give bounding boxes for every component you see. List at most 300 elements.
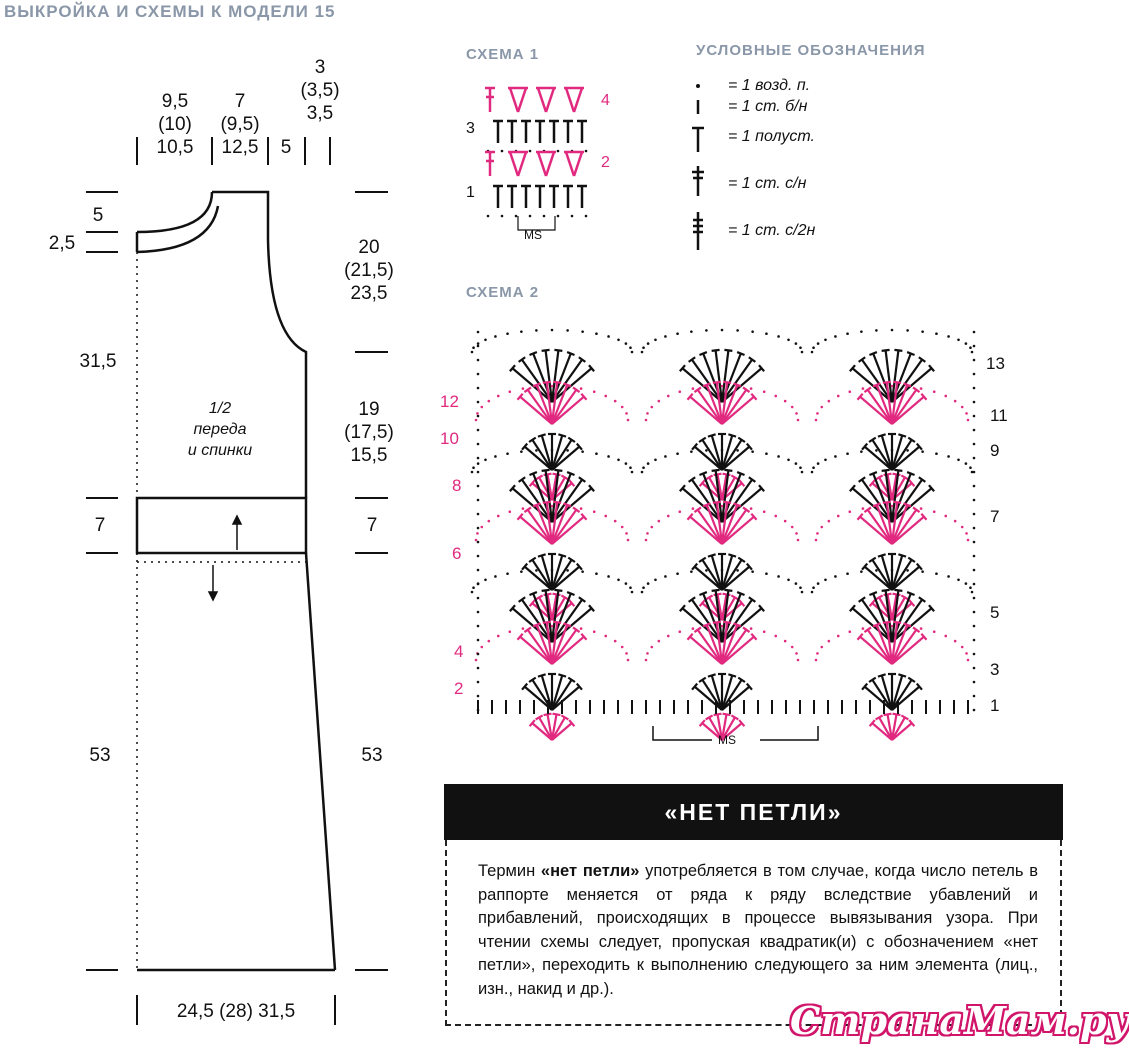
half-double-crochet-icon xyxy=(507,186,517,208)
chain-dot-icon xyxy=(891,505,894,508)
scheme2-chart xyxy=(460,312,980,752)
chain-dot-icon xyxy=(658,400,661,403)
chain-dot-icon xyxy=(824,578,827,581)
chain-dot-icon xyxy=(824,338,827,341)
chain-dot-icon xyxy=(508,630,511,633)
chain-dot-icon xyxy=(477,373,480,376)
chain-dot-icon xyxy=(947,575,950,578)
chain-dot-icon xyxy=(566,385,569,388)
chain-dot-icon xyxy=(801,591,804,594)
chain-dot-icon xyxy=(860,450,863,453)
dim-line: 12,5 xyxy=(221,137,259,158)
chain-dot-icon xyxy=(501,150,504,153)
fan-motif xyxy=(687,502,756,544)
scheme1-row-label: 1 xyxy=(466,184,475,201)
chain-dot-icon xyxy=(973,499,976,502)
left-guide-lines xyxy=(86,192,118,970)
chain-dot-icon xyxy=(973,471,976,474)
dim-line: 5 xyxy=(280,137,292,158)
chain-dot-icon xyxy=(494,575,497,578)
chain-dot-icon xyxy=(811,471,814,474)
chain-dot-icon xyxy=(947,455,950,458)
chain-dot-icon xyxy=(654,458,657,461)
chain-dot-icon xyxy=(551,449,554,452)
half-double-crochet-icon xyxy=(692,128,704,152)
chain-dot-icon xyxy=(799,346,802,349)
chain-dot-icon xyxy=(973,485,976,488)
chain-dot-icon xyxy=(692,387,695,390)
scheme2-symbols xyxy=(471,329,976,740)
chain-dot-icon xyxy=(480,526,483,529)
chain-dot-icon xyxy=(617,458,620,461)
chain-dot-icon xyxy=(846,572,849,575)
chain-dot-icon xyxy=(625,412,628,415)
dim-line: 7 xyxy=(234,91,246,112)
dim-line: 20 xyxy=(358,237,380,258)
chain-dot-icon xyxy=(614,520,617,523)
chain-dot-icon xyxy=(875,329,878,332)
chain-dot-icon xyxy=(520,330,523,333)
chain-dot-icon xyxy=(837,515,840,518)
chain-dot-icon xyxy=(472,346,475,349)
chain-dot-icon xyxy=(862,627,865,630)
chain-dot-icon xyxy=(705,329,708,332)
chain-dot-icon xyxy=(614,640,617,643)
chain-dot-icon xyxy=(566,329,569,332)
chain-dot-icon xyxy=(522,387,525,390)
chain-dot-icon xyxy=(751,450,754,453)
chain-dot-icon xyxy=(965,532,968,535)
chain-dot-icon xyxy=(973,653,976,656)
chain-dot-icon xyxy=(604,515,607,518)
scheme2-row-label: 4 xyxy=(454,642,464,661)
half-double-crochet-icon xyxy=(549,186,559,208)
chain-dot-icon xyxy=(506,332,509,335)
chain-dot-icon xyxy=(497,395,500,398)
chain-dot-icon xyxy=(801,471,804,474)
chain-dot-icon xyxy=(815,659,818,662)
chain-dot-icon xyxy=(791,526,794,529)
double-crochet-icon xyxy=(508,88,528,112)
chain-dot-icon xyxy=(520,570,523,573)
chain-dot-icon xyxy=(933,390,936,393)
chain-dot-icon xyxy=(475,539,478,542)
legend-half-double: = 1 полуст. xyxy=(728,128,815,145)
double-crochet-icon xyxy=(508,152,528,176)
chain-dot-icon xyxy=(664,575,667,578)
chain-dot-icon xyxy=(477,583,480,586)
right-guide-lines xyxy=(355,192,388,970)
chain-dot-icon xyxy=(957,338,960,341)
chain-dot-icon xyxy=(812,586,815,589)
chain-dot-icon xyxy=(875,569,878,572)
dim-line: 3 xyxy=(314,57,326,78)
chain-dot-icon xyxy=(957,458,960,461)
chain-dot-icon xyxy=(488,400,491,403)
legend-symbols xyxy=(684,70,714,260)
chain-dot-icon xyxy=(973,695,976,698)
chain-dot-icon xyxy=(816,652,819,655)
chain-dot-icon xyxy=(476,412,479,415)
chain-dot-icon xyxy=(536,385,539,388)
scheme2-row-label: 6 xyxy=(452,544,462,563)
chain-dot-icon xyxy=(515,215,518,218)
scheme1-row-label: 4 xyxy=(601,92,610,109)
chain-dot-icon xyxy=(820,526,823,529)
chain-dot-icon xyxy=(791,646,794,649)
chain-dot-icon xyxy=(777,455,780,458)
chain-dot-icon xyxy=(721,625,724,628)
no-loop-text xyxy=(478,860,1038,1001)
garment-outline xyxy=(137,192,335,970)
chain-dot-icon xyxy=(784,640,787,643)
scheme2-row-label: 9 xyxy=(990,441,1000,460)
chain-dot-icon xyxy=(973,429,976,432)
chain-dot-icon xyxy=(973,373,976,376)
half-double-crochet-icon xyxy=(493,121,503,143)
center-label-line: переда xyxy=(193,421,247,438)
chain-dot-icon xyxy=(593,630,596,633)
chain-dot-icon xyxy=(973,457,976,460)
double-crochet-icon xyxy=(692,166,704,196)
chain-dot-icon xyxy=(957,578,960,581)
chain-dot-icon xyxy=(876,625,879,628)
chain-dot-icon xyxy=(944,395,947,398)
scheme2-title: СХЕМА 2 xyxy=(466,284,540,301)
chain-dot-icon xyxy=(484,338,487,341)
chain-dot-icon xyxy=(797,539,800,542)
dim-band-left: 7 xyxy=(94,515,106,536)
chain-dot-icon xyxy=(614,400,617,403)
dim-skirt-right: 53 xyxy=(361,745,383,766)
treble-crochet-icon xyxy=(693,212,703,250)
chain-dot-icon xyxy=(721,329,724,332)
dim-line: 9,5 xyxy=(161,91,189,112)
chain-dot-icon xyxy=(477,457,480,460)
chain-dot-icon xyxy=(642,466,645,469)
chain-dot-icon xyxy=(580,507,583,510)
fan-motif xyxy=(857,382,926,424)
chain-dot-icon xyxy=(875,449,878,452)
dim-neck-depth-5: 5 xyxy=(92,205,104,226)
fan-motif xyxy=(700,474,745,500)
chain-dot-icon xyxy=(973,541,976,544)
chain-dot-icon xyxy=(971,591,974,594)
half-double-crochet-icon xyxy=(563,121,573,143)
chain-dot-icon xyxy=(973,443,976,446)
chain-dot-icon xyxy=(650,406,653,409)
chain-dot-icon xyxy=(834,455,837,458)
chain-dot-icon xyxy=(631,351,634,354)
pattern-center-label xyxy=(170,398,270,461)
chain-dot-icon xyxy=(585,215,588,218)
chain-dot-icon xyxy=(906,625,909,628)
chain-dot-icon xyxy=(595,452,598,455)
chain-dot-icon xyxy=(736,625,739,628)
chain-dot-icon xyxy=(595,572,598,575)
chain-dot-icon xyxy=(750,507,753,510)
chain-dot-icon xyxy=(935,332,938,335)
chain-dot-icon xyxy=(477,499,480,502)
chain-dot-icon xyxy=(891,385,894,388)
fan-motif xyxy=(530,594,575,620)
fan-motif xyxy=(522,554,582,590)
chain-dot-icon xyxy=(494,335,497,338)
chain-dot-icon xyxy=(797,419,800,422)
chain-dot-icon xyxy=(678,630,681,633)
chain-dot-icon xyxy=(627,659,630,662)
chain-dot-icon xyxy=(678,390,681,393)
chain-dot-icon xyxy=(817,342,820,345)
chain-dot-icon xyxy=(750,387,753,390)
chain-dot-icon xyxy=(654,338,657,341)
fan-motif xyxy=(522,434,582,470)
fan-motif xyxy=(870,714,915,740)
chain-dot-icon xyxy=(973,513,976,516)
chain-dot-icon xyxy=(973,569,976,572)
chain-dot-icon xyxy=(846,452,849,455)
chain-dot-icon xyxy=(921,450,924,453)
chain-dot-icon xyxy=(774,395,777,398)
fan-motif xyxy=(530,474,575,500)
scheme2-row-label: 7 xyxy=(990,507,1000,526)
no-loop-term: «нет петли» xyxy=(540,862,640,880)
chain-dot-icon xyxy=(812,466,815,469)
fan-motif xyxy=(692,434,752,470)
chain-dot-icon xyxy=(860,330,863,333)
chain-dot-icon xyxy=(631,591,634,594)
chain-dot-icon xyxy=(961,646,964,649)
chain-dot-icon xyxy=(795,462,798,465)
chain-dot-icon xyxy=(625,532,628,535)
chain-dot-icon xyxy=(477,471,480,474)
chain-dot-icon xyxy=(811,591,814,594)
chain-dot-icon xyxy=(795,582,798,585)
scheme2-row-label: 11 xyxy=(990,406,1008,425)
chain-dot-icon xyxy=(848,630,851,633)
chain-dot-icon xyxy=(581,330,584,333)
chain-dot-icon xyxy=(475,419,478,422)
chain-dot-icon xyxy=(797,659,800,662)
chain-dot-icon xyxy=(973,331,976,334)
chain-dot-icon xyxy=(973,583,976,586)
chain-dot-icon xyxy=(646,412,649,415)
fan-motif xyxy=(517,502,586,544)
chain-dot-icon xyxy=(497,515,500,518)
chain-dot-icon xyxy=(920,507,923,510)
fan-motif xyxy=(862,554,922,590)
chain-dot-icon xyxy=(820,406,823,409)
chain-dot-icon xyxy=(580,627,583,630)
chain-dot-icon xyxy=(721,385,724,388)
chain-dot-icon xyxy=(706,505,709,508)
chain-dot-icon xyxy=(795,412,798,415)
dim-shoulder-width xyxy=(142,90,208,159)
fan-motif xyxy=(857,622,926,664)
chain-dot-icon xyxy=(650,526,653,529)
chain-dot-icon xyxy=(658,640,661,643)
chain-dot-icon xyxy=(477,387,480,390)
chain-dot-icon xyxy=(471,471,474,474)
half-double-crochet-icon xyxy=(535,186,545,208)
chain-dot-icon xyxy=(543,215,546,218)
scheme1-row-label: 3 xyxy=(466,120,475,137)
chain-dot-icon xyxy=(834,335,837,338)
chain-dot-icon xyxy=(774,635,777,638)
chain-dot-icon xyxy=(816,412,819,415)
chain-dot-icon xyxy=(676,452,679,455)
chain-dot-icon xyxy=(721,505,724,508)
chain-dot-icon xyxy=(641,351,644,354)
chain-dot-icon xyxy=(811,351,814,354)
chain-dot-icon xyxy=(692,627,695,630)
chain-dot-icon xyxy=(487,215,490,218)
chain-dot-icon xyxy=(621,406,624,409)
chain-dot-icon xyxy=(506,452,509,455)
chain-dot-icon xyxy=(820,646,823,649)
chain-dot-icon xyxy=(954,640,957,643)
fan-motif xyxy=(517,622,586,664)
scheme2-row-label: 1 xyxy=(990,696,1000,715)
scheme2-row-label: 10 xyxy=(440,429,459,448)
chain-dot-icon xyxy=(973,709,976,712)
chain-dot-icon xyxy=(501,215,504,218)
chain-dot-icon xyxy=(787,338,790,341)
chain-dot-icon xyxy=(625,342,628,345)
chain-dot-icon xyxy=(477,443,480,446)
chain-dot-icon xyxy=(876,385,879,388)
dim-neck-depth-2-5: 2,5 xyxy=(48,233,76,254)
chain-dot-icon xyxy=(774,515,777,518)
scheme1-ms-label: MS xyxy=(524,228,542,242)
chain-dot-icon xyxy=(566,505,569,508)
chain-dot-icon xyxy=(935,572,938,575)
chain-dot-icon xyxy=(973,345,976,348)
chain-dot-icon xyxy=(557,215,560,218)
dim-skirt-left: 53 xyxy=(89,745,111,766)
chain-dot-icon xyxy=(604,395,607,398)
fold-line xyxy=(137,252,306,970)
chain-dot-icon xyxy=(647,342,650,345)
chain-dot-icon xyxy=(921,330,924,333)
chain-dot-icon xyxy=(642,346,645,349)
chain-dot-icon xyxy=(480,646,483,649)
chain-dot-icon xyxy=(973,401,976,404)
dim-armhole-width xyxy=(272,136,300,159)
chain-dot-icon xyxy=(795,342,798,345)
chain-dot-icon xyxy=(763,390,766,393)
chain-dot-icon xyxy=(721,569,724,572)
chain-dot-icon xyxy=(642,586,645,589)
chain-dot-icon xyxy=(921,570,924,573)
chain-dot-icon xyxy=(621,526,624,529)
chain-dot-icon xyxy=(967,539,970,542)
chain-dot-icon xyxy=(477,555,480,558)
chain-dot-icon xyxy=(476,532,479,535)
dim-bottom-width: 24,5 (28) 31,5 xyxy=(176,1001,296,1022)
chain-dot-icon xyxy=(488,520,491,523)
chain-dot-icon xyxy=(477,681,480,684)
chain-dot-icon xyxy=(654,578,657,581)
chain-dot-icon xyxy=(933,630,936,633)
chain-dot-icon xyxy=(625,462,628,465)
chain-dot-icon xyxy=(721,449,724,452)
chain-dot-icon xyxy=(484,458,487,461)
half-double-crochet-icon xyxy=(521,121,531,143)
chain-dot-icon xyxy=(647,582,650,585)
chain-dot-icon xyxy=(557,150,560,153)
scheme1-symbols xyxy=(485,88,587,230)
fan-motif xyxy=(687,622,756,664)
dim-line: 15,5 xyxy=(350,445,388,466)
chain-dot-icon xyxy=(736,569,739,572)
chain-dot-icon xyxy=(477,429,480,432)
chain-dot-icon xyxy=(477,513,480,516)
chain-dot-icon xyxy=(650,646,653,649)
chain-dot-icon xyxy=(625,652,628,655)
center-label-line: и спинки xyxy=(187,442,253,459)
chain-dot-icon xyxy=(477,541,480,544)
chain-dot-icon xyxy=(799,586,802,589)
chain-dot-icon xyxy=(967,659,970,662)
double-crochet-icon xyxy=(564,152,584,176)
scheme2-row-label: 2 xyxy=(454,679,464,698)
chain-dot-icon xyxy=(477,415,480,418)
chain-dot-icon xyxy=(971,351,974,354)
chain-dot-icon xyxy=(645,659,648,662)
chain-dot-icon xyxy=(625,582,628,585)
half-double-crochet-icon xyxy=(577,186,587,208)
chain-dot-icon xyxy=(497,635,500,638)
chain-dot-icon xyxy=(551,625,554,628)
chain-dot-icon xyxy=(777,575,780,578)
scheme2-row-label: 5 xyxy=(990,603,1000,622)
center-label-line: 1/2 xyxy=(208,400,232,417)
fan-motif xyxy=(870,594,915,620)
chain-dot-icon xyxy=(763,510,766,513)
no-loop-text-before: Термин xyxy=(478,862,541,880)
scheme1-title: СХЕМА 1 xyxy=(466,46,540,63)
dim-line: 19 xyxy=(358,399,380,420)
chain-dot-icon xyxy=(973,597,976,600)
scheme2-ms-label: MS xyxy=(718,733,736,747)
chain-dot-icon xyxy=(812,346,815,349)
chain-dot-icon xyxy=(551,385,554,388)
chain-dot-icon xyxy=(799,466,802,469)
chain-dot-icon xyxy=(477,527,480,530)
chain-dot-icon xyxy=(954,520,957,523)
chain-dot-icon xyxy=(477,569,480,572)
chain-dot-icon xyxy=(765,452,768,455)
chain-dot-icon xyxy=(646,532,649,535)
chain-dot-icon xyxy=(477,611,480,614)
half-double-crochet-icon xyxy=(577,121,587,143)
chain-dot-icon xyxy=(862,387,865,390)
chain-dot-icon xyxy=(571,215,574,218)
chain-dot-icon xyxy=(535,329,538,332)
chain-dot-icon xyxy=(973,681,976,684)
chain-dot-icon xyxy=(784,400,787,403)
double-crochet-icon xyxy=(485,88,495,112)
fan-motif xyxy=(522,674,582,710)
chain-dot-icon xyxy=(824,458,827,461)
chain-dot-icon xyxy=(621,646,624,649)
chain-dot-icon xyxy=(765,332,768,335)
chain-dot-icon xyxy=(472,586,475,589)
chain-dot-icon xyxy=(664,335,667,338)
chain-dot-icon xyxy=(536,625,539,628)
chain-dot-icon xyxy=(522,627,525,630)
